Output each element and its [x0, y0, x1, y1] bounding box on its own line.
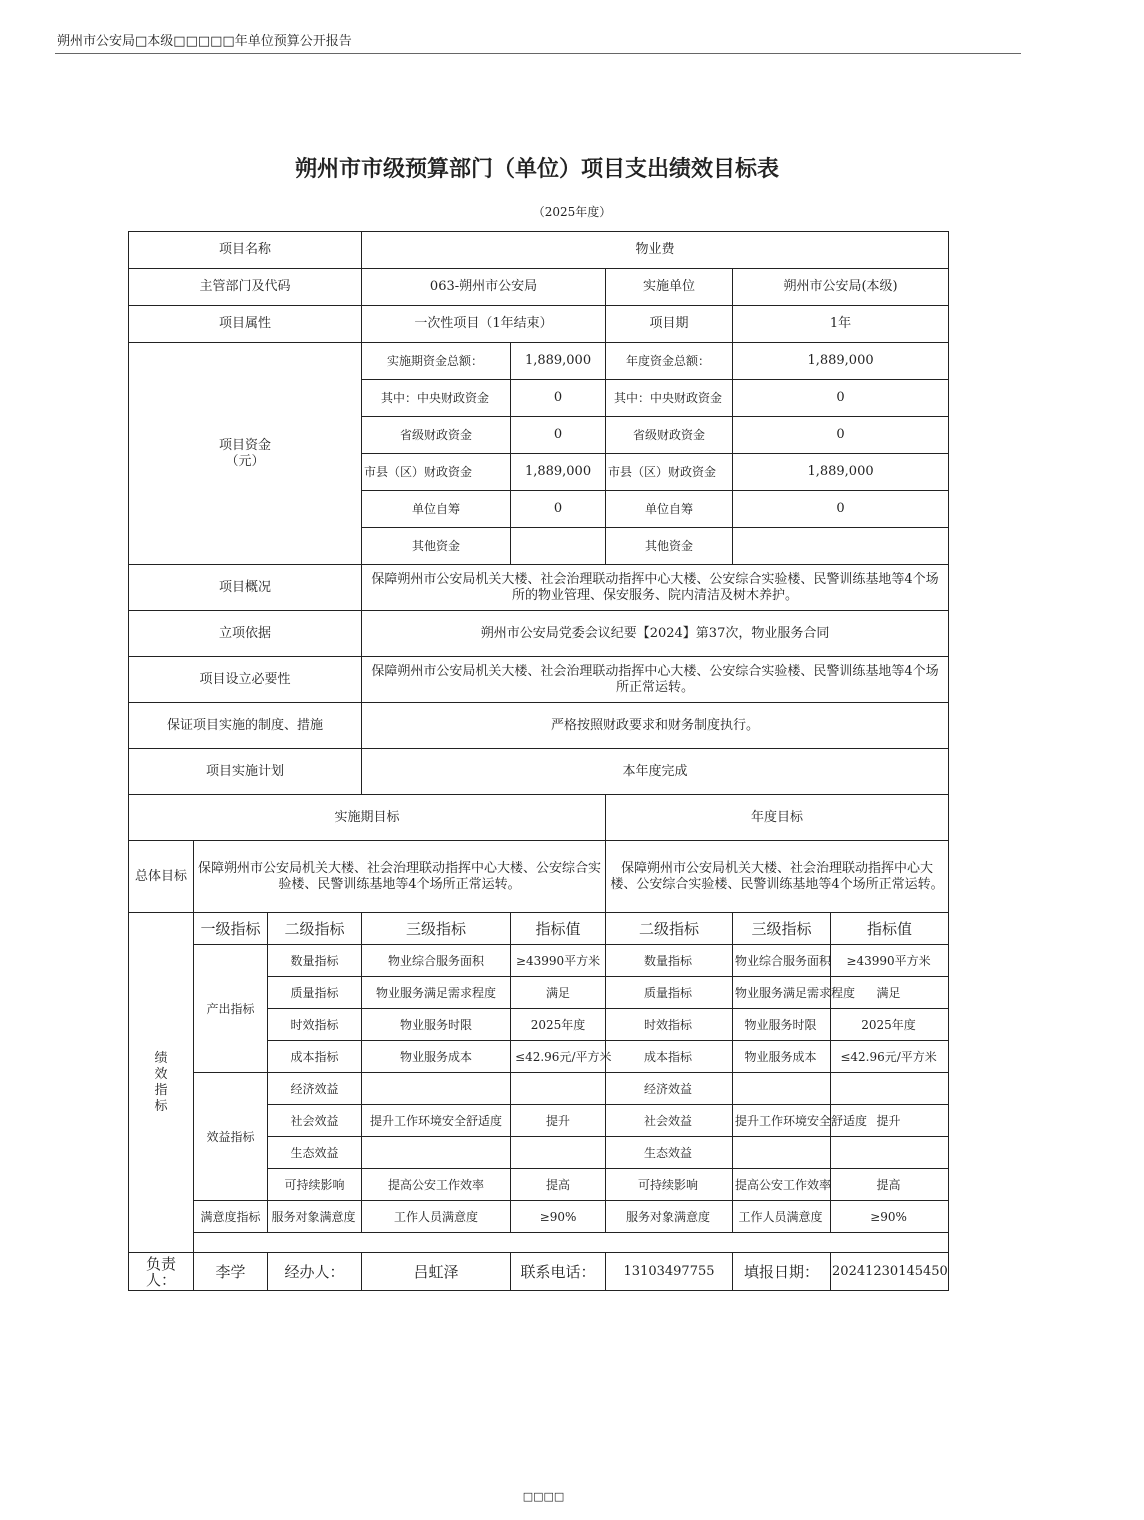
row-level2: 质量指标 [268, 977, 362, 1009]
side-label-char: 效 [154, 1066, 168, 1082]
row-year-level2: 服务对象满意度 [606, 1201, 733, 1233]
dept-value: 063-朔州市公安局 [362, 269, 606, 306]
row-year-value: ≤42.96元/平方米 [831, 1041, 949, 1073]
row-value [511, 1137, 606, 1169]
row-plan [129, 749, 949, 795]
row-level2: 数量指标 [268, 945, 362, 977]
period-goal-value: 保障朔州市公安局机关大楼、社会治理联动指挥中心大楼、公安综合实验楼、民警训练基地等4个场所正常运转。 [194, 841, 606, 913]
necessity-value: 保障朔州市公安局机关大楼、社会治理联动指挥中心大楼、公安综合实验楼、民警训练基地等4个场所正常运转。 [362, 657, 949, 703]
row-year-level2: 质量指标 [606, 977, 733, 1009]
row-footer [129, 1253, 949, 1291]
fund-central-label: 其中：中央财政资金 [362, 380, 511, 417]
row-value [511, 1073, 606, 1105]
row-year-level3 [733, 1137, 831, 1169]
fund-total-label: 实施期资金总额： [362, 343, 511, 380]
row-value: 提高 [511, 1169, 606, 1201]
header-level2: 二级指标 [268, 913, 362, 945]
fund-city-label: 市县（区）财政资金 [362, 454, 511, 491]
header-divider [55, 53, 1021, 54]
owner-value: 李学 [194, 1253, 268, 1291]
header-year-value: 指标值 [831, 913, 949, 945]
row-year-value: 提高 [831, 1169, 949, 1201]
funds-label-line1: 项目资金 [219, 437, 272, 453]
year-label: （2025年度） [532, 205, 612, 219]
row-level3 [362, 1073, 511, 1105]
necessity-label: 项目设立必要性 [129, 657, 362, 703]
row-level2: 社会效益 [268, 1105, 362, 1137]
period-label: 项目期 [606, 306, 733, 343]
row-level3: 工作人员满意度 [362, 1201, 511, 1233]
row-level3 [362, 1137, 511, 1169]
spacer-cell [194, 1233, 949, 1253]
project-name-value: 物业费 [362, 232, 949, 269]
guarantee-value: 严格按照财政要求和财务制度执行。 [362, 703, 949, 749]
row-year-value: ≥43990平方米 [831, 945, 949, 977]
row-year-level3: 物业综合服务面积 [733, 945, 831, 977]
row-basis [129, 611, 949, 657]
row-level3: 物业服务成本 [362, 1041, 511, 1073]
performance-table [128, 231, 949, 1291]
phone-label: 联系电话： [511, 1253, 606, 1291]
plan-value: 本年度完成 [362, 749, 949, 795]
fund-city-value: 1,889,000 [511, 454, 606, 491]
row-year-value: 提升 [831, 1105, 949, 1137]
fund-other-label: 其他资金 [362, 528, 511, 565]
row-year-level2: 数量指标 [606, 945, 733, 977]
row-value: 满足 [511, 977, 606, 1009]
row-department [129, 269, 949, 306]
owner-label: 负责人： [129, 1253, 194, 1291]
year-fund-total-label: 年度资金总额： [606, 343, 733, 380]
basis-label: 立项依据 [129, 611, 362, 657]
output-indicator-label: 产出指标 [194, 945, 268, 1073]
row-year-level3: 物业服务满足需求程度 [733, 977, 831, 1009]
year-fund-total-value: 1,889,000 [733, 343, 949, 380]
year-fund-province-value: 0 [733, 417, 949, 454]
row-level3: 物业服务满足需求程度 [362, 977, 511, 1009]
fund-other-value [511, 528, 606, 565]
row-level2: 时效指标 [268, 1009, 362, 1041]
row-level3: 物业服务时限 [362, 1009, 511, 1041]
row-fund-total [129, 343, 949, 380]
header-year-level3: 三级指标 [733, 913, 831, 945]
row-attribute [129, 306, 949, 343]
year-fund-self-label: 单位自筹 [606, 491, 733, 528]
row-value: ≥90% [511, 1201, 606, 1233]
row-overall-goal [129, 841, 949, 913]
page-number: □□□□ [522, 1490, 565, 1503]
row-year-level3: 物业服务成本 [733, 1041, 831, 1073]
overview-label: 项目概况 [129, 565, 362, 611]
year-fund-central-value: 0 [733, 380, 949, 417]
row-year-value [831, 1137, 949, 1169]
impl-unit-label: 实施单位 [606, 269, 733, 306]
year-fund-other-value [733, 528, 949, 565]
spacer-row [129, 1233, 949, 1253]
row-necessity [129, 657, 949, 703]
row-project-name [129, 232, 949, 269]
row-level3: 物业综合服务面积 [362, 945, 511, 977]
row-year-value: ≥90% [831, 1201, 949, 1233]
row-year-level2: 社会效益 [606, 1105, 733, 1137]
fund-province-value: 0 [511, 417, 606, 454]
row-year-value: 满足 [831, 977, 949, 1009]
year-fund-city-value: 1,889,000 [733, 454, 949, 491]
row-value: 2025年度 [511, 1009, 606, 1041]
fund-central-value: 0 [511, 380, 606, 417]
dept-label: 主管部门及代码 [129, 269, 362, 306]
overall-goal-label: 总体目标 [129, 841, 194, 913]
row-level3: 提高公安工作效率 [362, 1169, 511, 1201]
fund-self-value: 0 [511, 491, 606, 528]
side-label-char: 绩 [154, 1050, 168, 1066]
header-value: 指标值 [511, 913, 606, 945]
year-fund-self-value: 0 [733, 491, 949, 528]
year-fund-province-label: 省级财政资金 [606, 417, 733, 454]
row-year-level3: 提高公安工作效率 [733, 1169, 831, 1201]
row-level3: 提升工作环境安全舒适度 [362, 1105, 511, 1137]
row-value: ≥43990平方米 [511, 945, 606, 977]
row-year-level3: 工作人员满意度 [733, 1201, 831, 1233]
year-fund-central-label: 其中：中央财政资金 [606, 380, 733, 417]
funds-label [129, 343, 362, 565]
attr-label: 项目属性 [129, 306, 362, 343]
row-indicator-headers [129, 913, 949, 945]
year-goal-header: 年度目标 [606, 795, 949, 841]
row-level2: 可持续影响 [268, 1169, 362, 1201]
fund-total-value: 1,889,000 [511, 343, 606, 380]
year-fund-other-label: 其他资金 [606, 528, 733, 565]
indicator-row [129, 945, 949, 977]
indicators-side-label [129, 913, 194, 1253]
row-level2: 生态效益 [268, 1137, 362, 1169]
year-fund-city-label: 市县（区）财政资金 [606, 454, 733, 491]
row-goal-headers [129, 795, 949, 841]
funds-label-line2: （元） [225, 453, 265, 469]
period-goal-header: 实施期目标 [129, 795, 606, 841]
row-year-value [831, 1073, 949, 1105]
row-value: 提升 [511, 1105, 606, 1137]
row-year-value: 2025年度 [831, 1009, 949, 1041]
overview-value: 保障朔州市公安局机关大楼、社会治理联动指挥中心大楼、公安综合实验楼、民警训练基地等4个场所的物业管理、保安服务、院内清洁及树木养护。 [362, 565, 949, 611]
basis-value: 朔州市公安局党委会议纪要【2024】第37次，物业服务合同 [362, 611, 949, 657]
row-guarantee [129, 703, 949, 749]
handler-value: 吕虹泽 [362, 1253, 511, 1291]
period-value: 1年 [733, 306, 949, 343]
row-year-level3: 物业服务时限 [733, 1009, 831, 1041]
indicator-row [129, 1073, 949, 1105]
row-year-level2: 成本指标 [606, 1041, 733, 1073]
fund-self-label: 单位自筹 [362, 491, 511, 528]
page-title: 朔州市市级预算部门（单位）项目支出绩效目标表 [294, 157, 779, 182]
phone-value: 13103497755 [606, 1253, 733, 1291]
handler-label: 经办人： [268, 1253, 362, 1291]
row-year-level2: 经济效益 [606, 1073, 733, 1105]
row-level2: 经济效益 [268, 1073, 362, 1105]
row-value: ≤42.96元/平方米 [511, 1041, 606, 1073]
row-year-level3 [733, 1073, 831, 1105]
header-level3: 三级指标 [362, 913, 511, 945]
row-overview [129, 565, 949, 611]
fund-province-label: 省级财政资金 [362, 417, 511, 454]
plan-label: 项目实施计划 [129, 749, 362, 795]
row-year-level2: 生态效益 [606, 1137, 733, 1169]
row-year-level2: 可持续影响 [606, 1169, 733, 1201]
date-label: 填报日期： [733, 1253, 831, 1291]
side-label-char: 标 [154, 1098, 168, 1114]
guarantee-label: 保证项目实施的制度、措施 [129, 703, 362, 749]
date-value: 20241230145450 [831, 1253, 949, 1291]
benefit-indicator-label: 效益指标 [194, 1073, 268, 1201]
row-level2: 服务对象满意度 [268, 1201, 362, 1233]
row-year-level3: 提升工作环境安全舒适度 [733, 1105, 831, 1137]
report-header: 朔州市公安局□本级□□□□□年单位预算公开报告 [57, 34, 352, 49]
side-label-char: 指 [154, 1082, 168, 1098]
satisfaction-indicator-label: 满意度指标 [194, 1201, 268, 1233]
project-name-label: 项目名称 [129, 232, 362, 269]
attr-value: 一次性项目（1年结束） [362, 306, 606, 343]
year-goal-value: 保障朔州市公安局机关大楼、社会治理联动指挥中心大楼、公安综合实验楼、民警训练基地等4个场所正常运转。 [606, 841, 949, 913]
row-year-level2: 时效指标 [606, 1009, 733, 1041]
indicator-row [129, 1201, 949, 1233]
row-level2: 成本指标 [268, 1041, 362, 1073]
header-year-level2: 二级指标 [606, 913, 733, 945]
header-level1: 一级指标 [194, 913, 268, 945]
impl-unit-value: 朔州市公安局(本级) [733, 269, 949, 306]
